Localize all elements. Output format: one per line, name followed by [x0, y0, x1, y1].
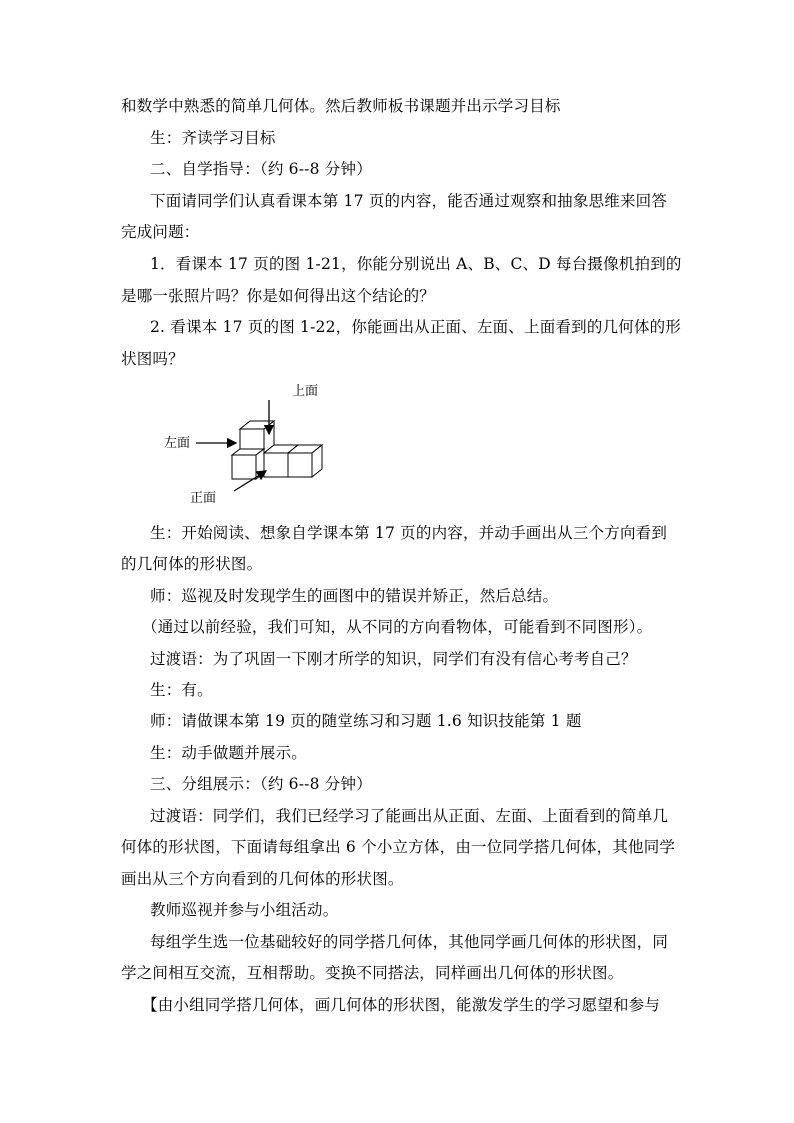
text-line: 画出从三个方向看到的几何体的形状图。: [121, 870, 404, 888]
label-top: 上面: [292, 384, 319, 399]
text-line: 的几何体的形状图。: [121, 555, 263, 573]
text-line: 状图吗？: [121, 350, 184, 368]
text-line: 学之间相互交流，互相帮助。变换不同搭法，同样画出几何体的形状图。: [121, 964, 624, 982]
text-line: 【由小组同学搭几何体，画几何体的形状图，能激发学生的学习愿望和参与: [142, 996, 661, 1014]
cube-stack-figure: [160, 378, 330, 508]
section-heading: 二、自学指导：（约 6--8 分钟）: [150, 160, 372, 178]
text-line: 何体的形状图，下面请每组拿出 6 个小立方体，由一位同学搭几何体，其他同学: [121, 838, 676, 856]
label-front: 正面: [190, 491, 217, 506]
section-heading: 三、分组展示：（约 6--8 分钟）: [150, 775, 372, 793]
text-line: 生：有。: [150, 681, 213, 699]
text-line: 生：齐读学习目标: [150, 129, 276, 147]
text-line: 生：开始阅读、想象自学课本第 17 页的内容，并动手画出从三个方向看到: [150, 524, 668, 542]
text-line: 过渡语：为了巩固一下刚才所学的知识，同学们有没有信心考考自己？: [150, 650, 637, 668]
text-line: 和数学中熟悉的简单几何体。然后教师板书课题并出示学习目标: [121, 97, 561, 115]
text-line: （通过以前经验，我们可知，从不同的方向看物体，可能看到不同图形）。: [142, 618, 653, 636]
text-line: 师：巡视及时发现学生的画图中的错误并矫正，然后总结。: [150, 587, 559, 605]
text-line: 生：动手做题并展示。: [150, 744, 308, 762]
text-line: 下面请同学们认真看课本第 17 页的内容，能否通过观察和抽象思维来回答: [150, 192, 668, 210]
text-line: 教师巡视并参与小组活动。: [150, 901, 339, 919]
text-line: 2. 看课本 17 页的图 1-22，你能画出从正面、左面、上面看到的几何体的形: [150, 318, 682, 336]
text-line: 1．看课本 17 页的图 1-21，你能分别说出 A、B、C、D 每台摄像机拍到的: [150, 255, 682, 273]
cubes: [232, 421, 322, 479]
label-left: 左面: [164, 436, 191, 451]
text-line: 过渡语：同学们，我们已经学习了能画出从正面、左面、上面看到的简单几: [150, 807, 669, 825]
text-line: 每组学生选一位基础较好的同学搭几何体，其他同学画几何体的形状图，同: [150, 933, 669, 951]
text-line: 是哪一张照片吗？你是如何得出这个结论的？: [121, 287, 436, 305]
text-line: 师：请做课本第 19 页的随堂练习和习题 1.6 知识技能第 1 题: [150, 712, 582, 730]
text-line: 完成问题：: [121, 223, 200, 241]
